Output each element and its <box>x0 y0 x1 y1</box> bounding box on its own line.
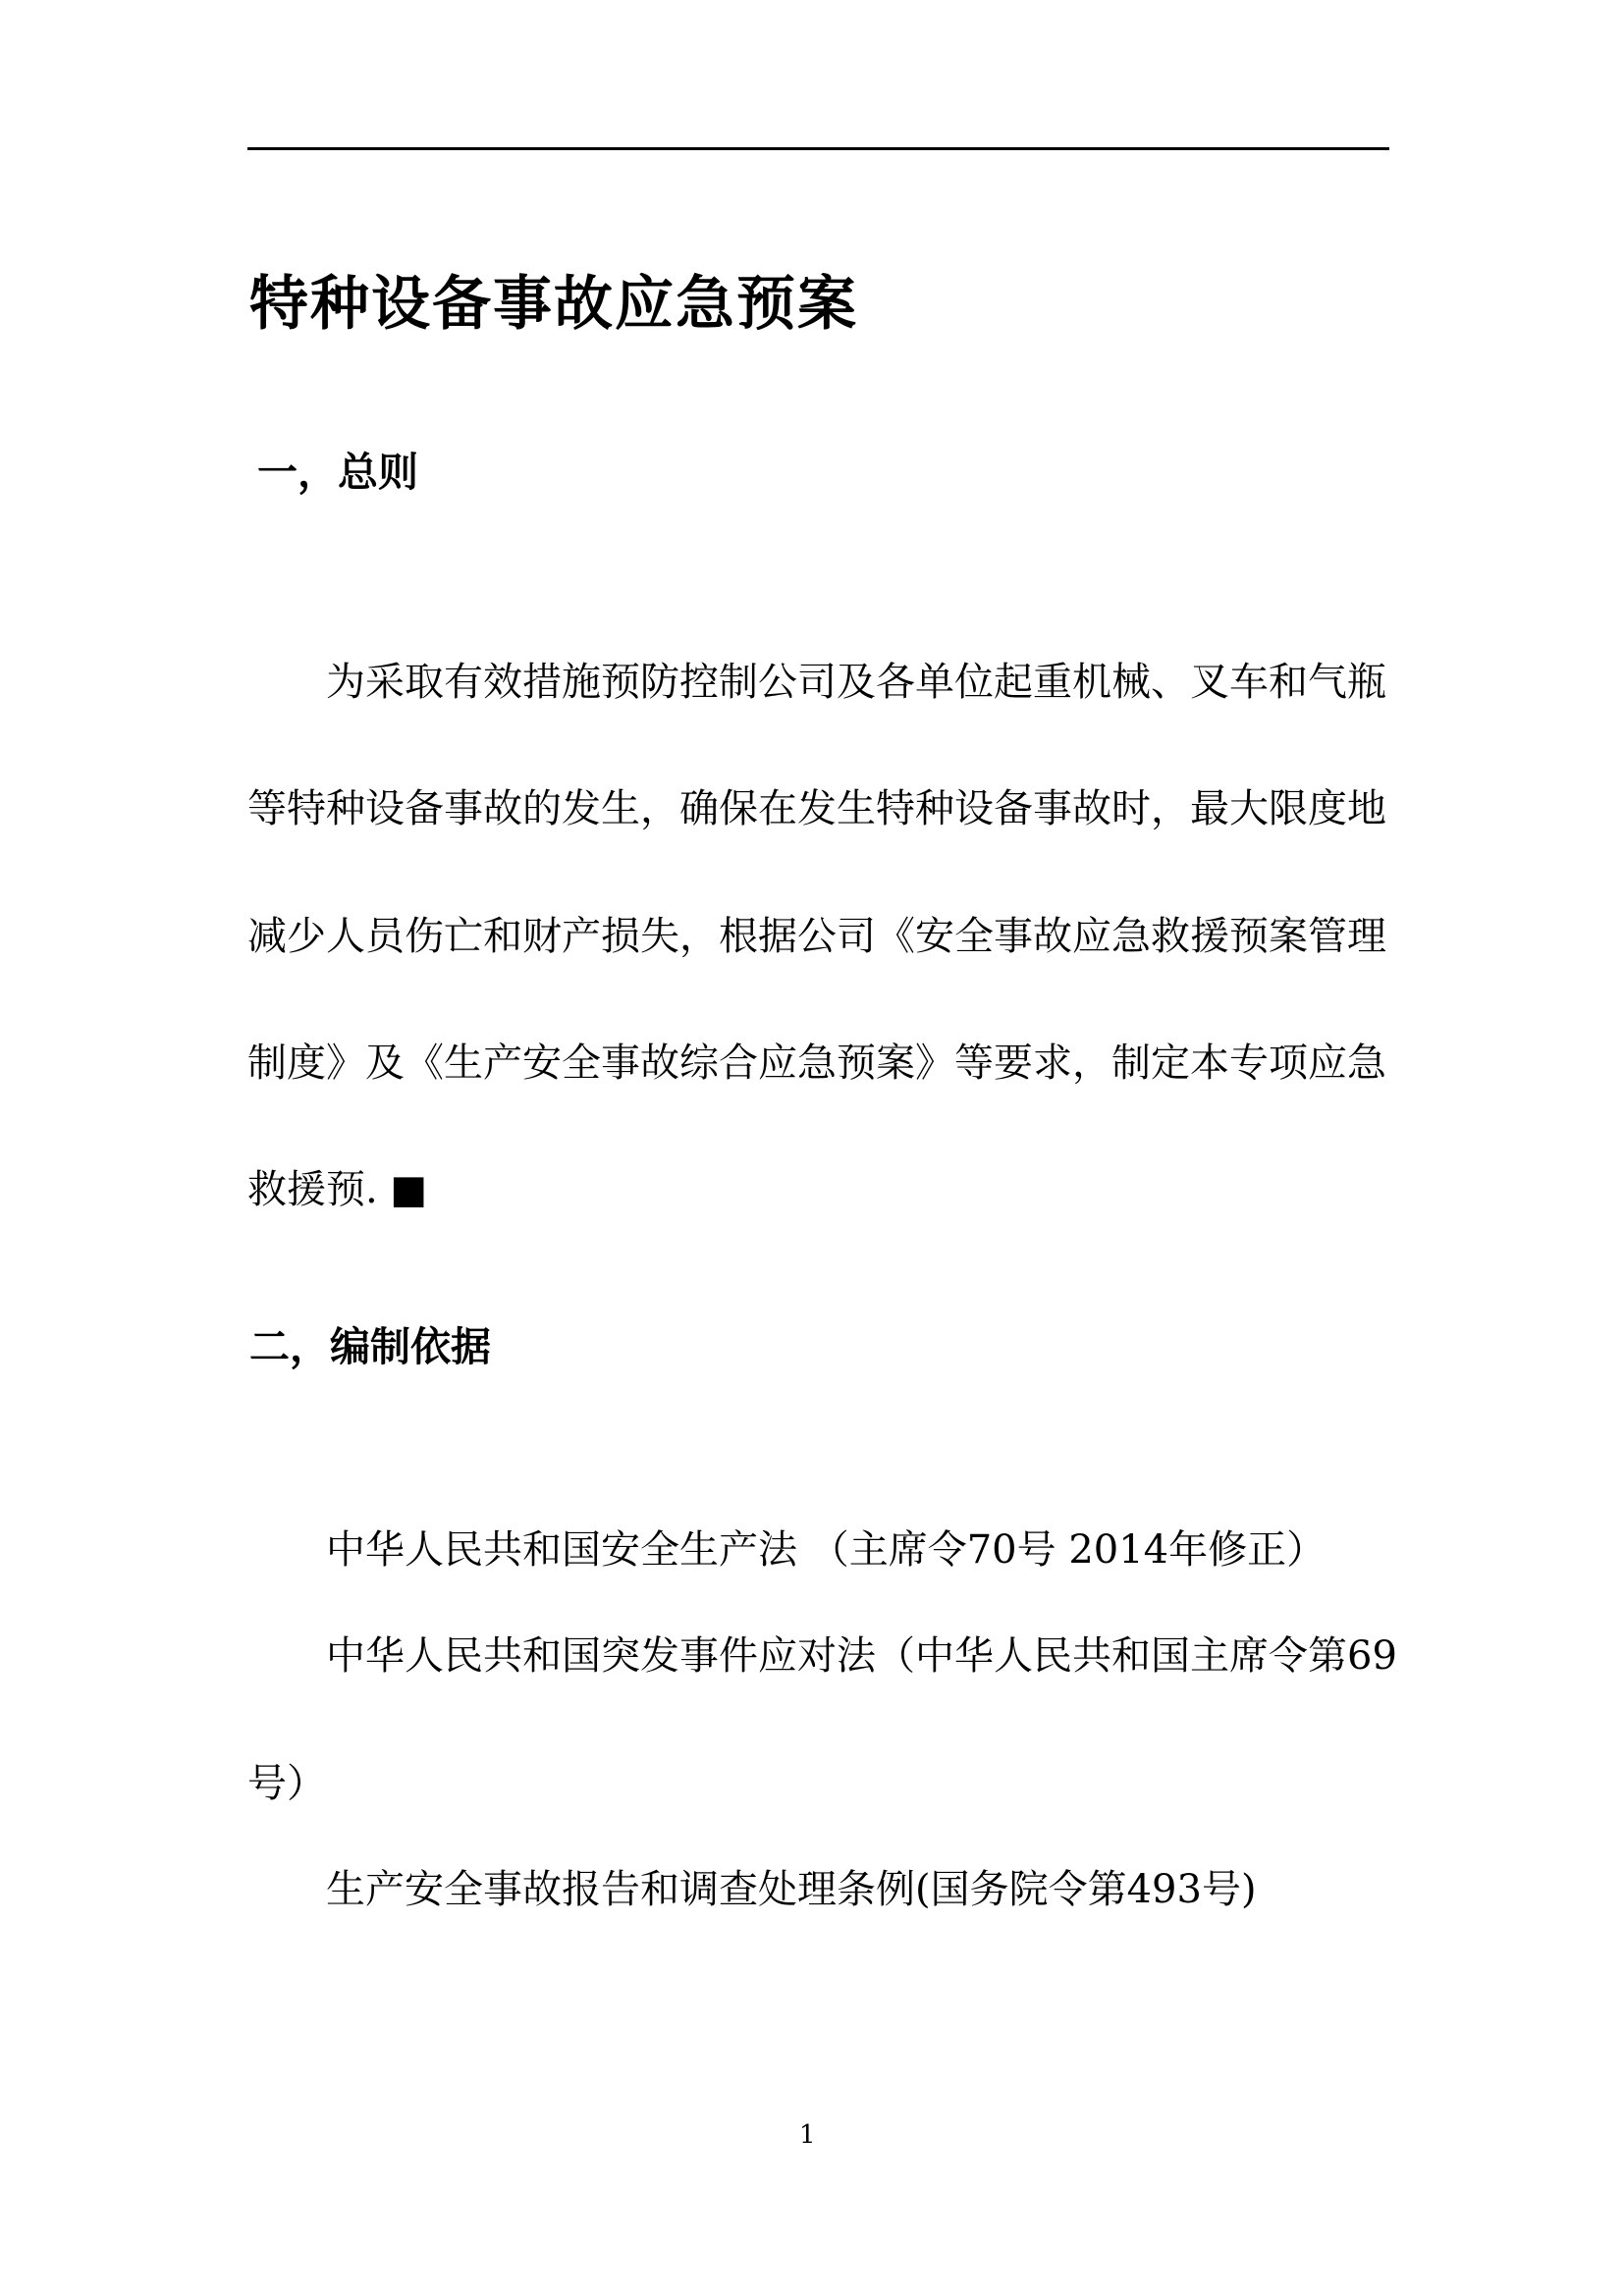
law-item: 生产安全事故报告和调查处理条例(国务院令第493号) <box>326 1867 1257 1912</box>
page-number: 1 <box>799 2120 816 2150</box>
law-item: 中华人民共和国突发事件应对法（中华人民共和国主席令第69 <box>326 1633 1397 1679</box>
paragraph-line: 等特种设备事故的发生，确保在发生特种设备事故时，最大限度地 <box>247 786 1386 831</box>
law-item-continued: 号） <box>247 1761 326 1806</box>
section-heading-general: 一，总则 <box>257 449 418 496</box>
law-item: 中华人民共和国安全生产法 （主席令70号 2014年修正） <box>326 1527 1326 1573</box>
section-heading-basis: 二，编制依据 <box>249 1323 491 1370</box>
paragraph-line: 救援预. ■ <box>247 1167 428 1212</box>
document-title: 特种设备事故应急预案 <box>249 270 858 339</box>
paragraph-line: 制度》及《生产安全事故综合应急预案》等要求，制定本专项应急 <box>247 1041 1386 1086</box>
header-rule <box>247 147 1389 150</box>
paragraph-line: 减少人员伤亡和财产损失，根据公司《安全事故应急救援预案管理 <box>247 914 1386 959</box>
paragraph-line: 为采取有效措施预防控制公司及各单位起重机械、叉车和气瓶 <box>326 660 1386 705</box>
